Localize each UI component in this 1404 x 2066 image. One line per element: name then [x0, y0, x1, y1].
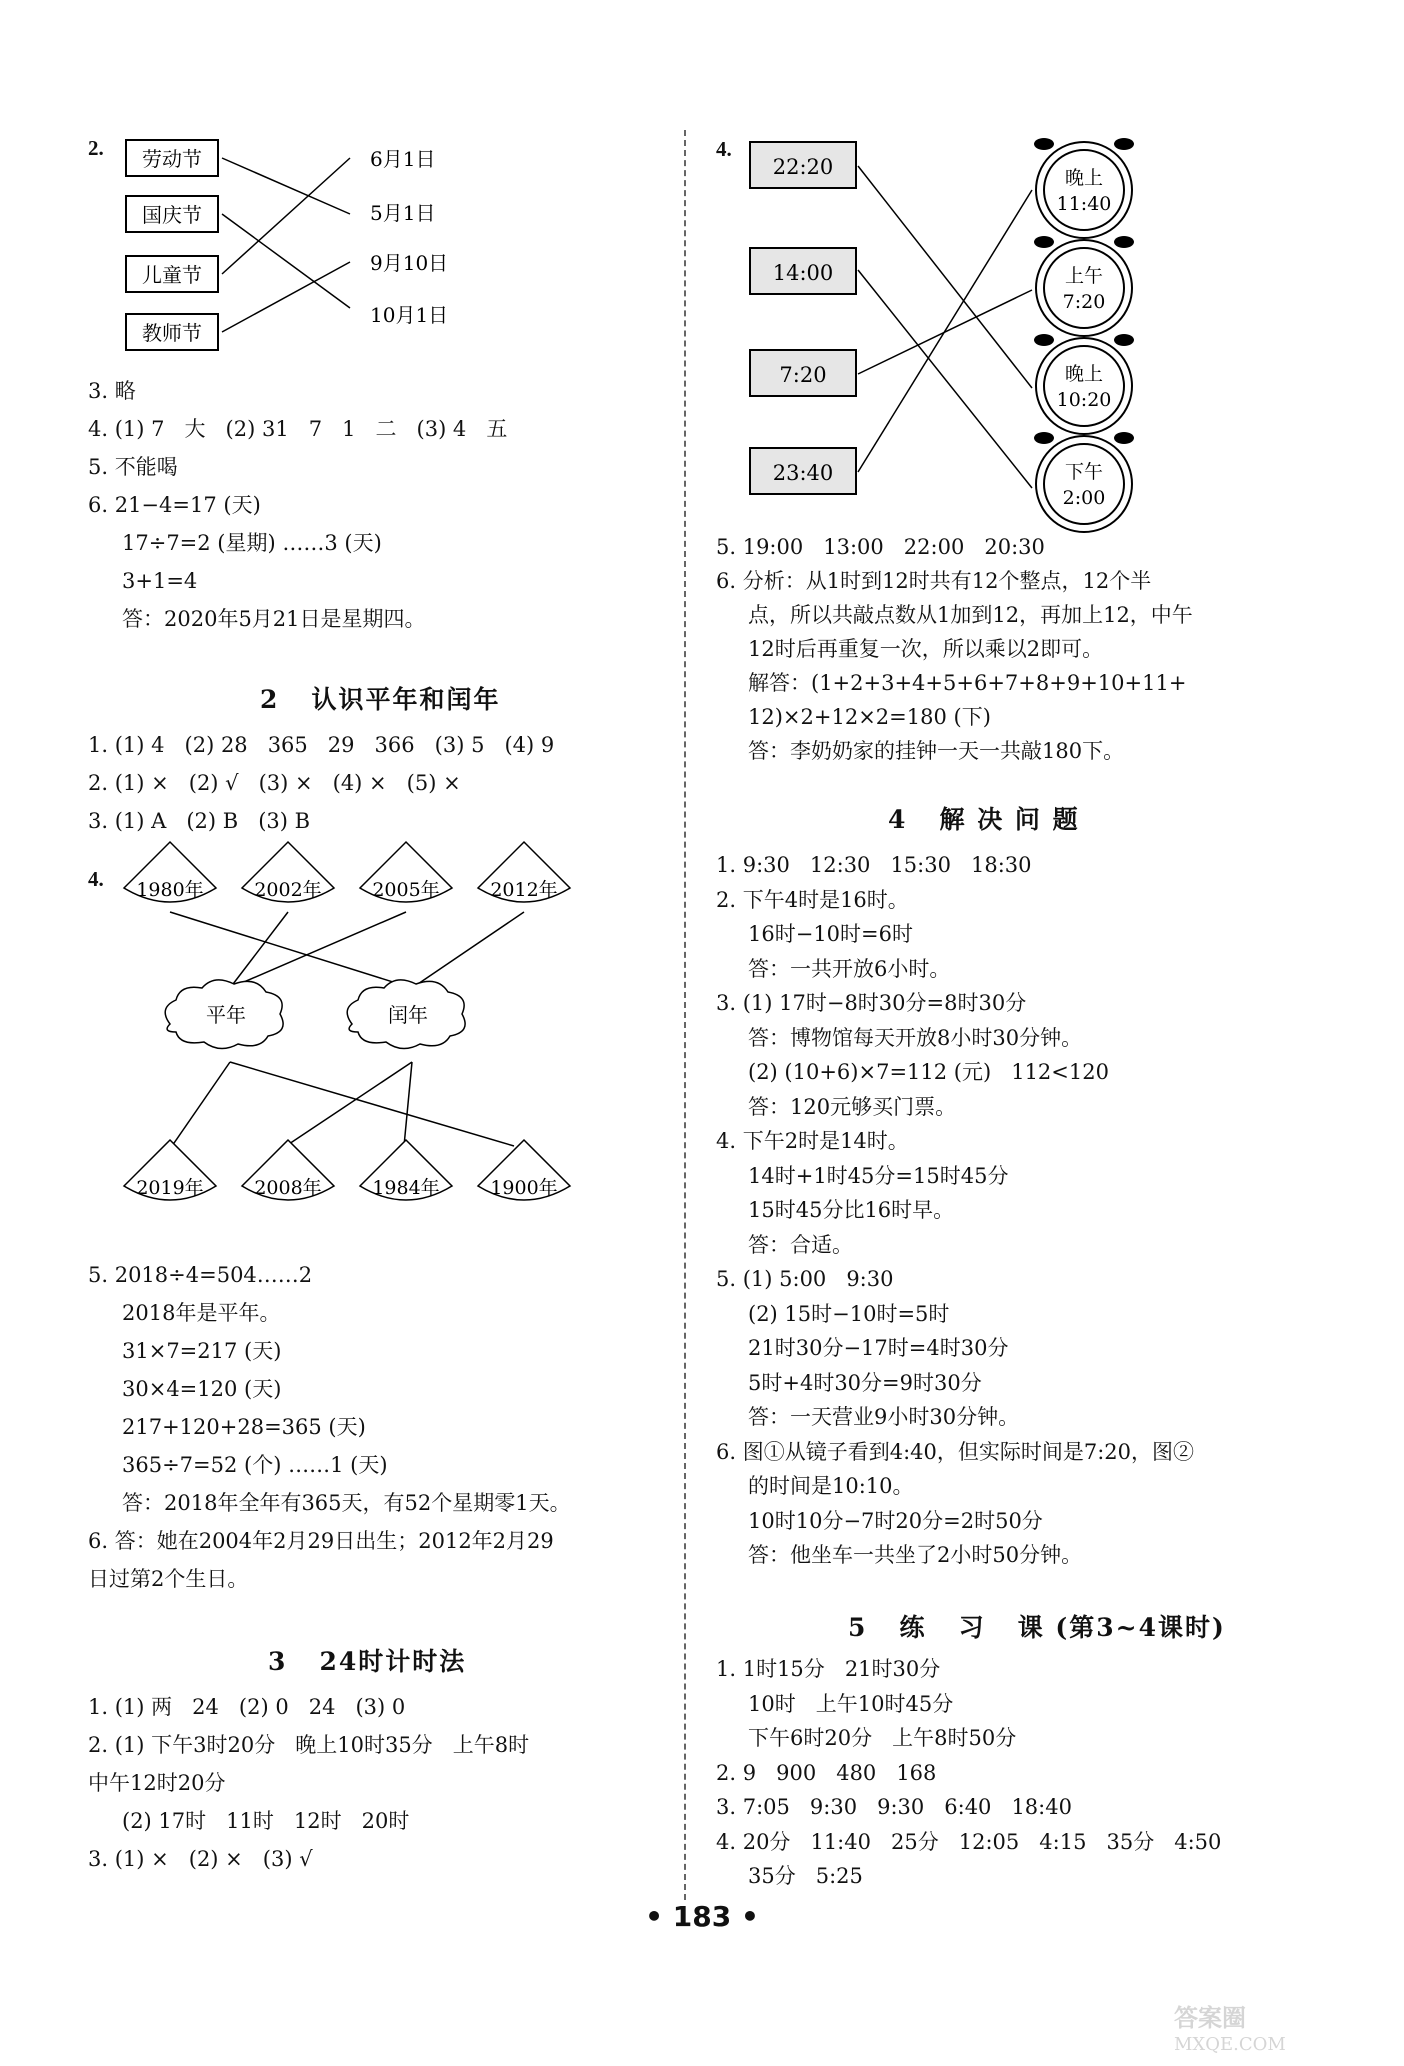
page-number: • 183 • [645, 1900, 759, 1933]
top-year-1: 1980年 [136, 879, 204, 901]
q4-text: 4. (1) 7 大 (2) 31 7 1 二 (3) 4 五 [88, 417, 508, 441]
s4-line-17: 答：一天营业9小时30分钟。 [748, 1405, 1020, 1429]
s3-line-3: 中午12时20分 [88, 1771, 226, 1795]
q2-label: 2. [88, 136, 104, 160]
s2-q5-line-6: 365÷7=52 (个) ……1 (天) [122, 1453, 388, 1477]
clock-1-time: 11:40 [1056, 193, 1112, 215]
festival-3: 儿童节 [142, 263, 202, 287]
s2-line-3: 3. (1) A (2) B (3) B [88, 809, 311, 833]
s3-line-2: 2. (1) 下午3时20分 晚上10时35分 上午8时 [88, 1733, 530, 1757]
s4-line-21: 答：他坐车一共坐了2小时50分钟。 [748, 1543, 1083, 1567]
festival-matching-diagram [120, 128, 560, 358]
clock-2-period: 上午 [1064, 265, 1104, 287]
cloud-leap-year: 闰年 [388, 1003, 428, 1027]
q5-text: 5. 不能喝 [88, 455, 178, 479]
s5-line-4: 2. 9 900 480 168 [716, 1760, 937, 1785]
s2-line-1: 1. (1) 4 (2) 28 365 29 366 (3) 5 (4) 9 [88, 733, 555, 757]
s4-line-19: 的时间是10:10。 [748, 1474, 914, 1498]
clock-3-period: 晚上 [1064, 363, 1104, 385]
s4-line-5: 3. (1) 17时−8时30分=8时30分 [716, 991, 1027, 1015]
s5-line-2: 10时 上午10时45分 [748, 1691, 954, 1716]
s4-line-11: 15时45分比16时早。 [748, 1198, 955, 1222]
s3-line-1: 1. (1) 两 24 (2) 0 24 (3) 0 [88, 1695, 406, 1719]
s4-line-8: 答：120元够买门票。 [748, 1094, 957, 1119]
s4-line-1: 1. 9:30 12:30 15:30 18:30 [716, 853, 1032, 877]
s4-line-9: 4. 下午2时是14时。 [716, 1129, 909, 1153]
clock-4-time: 2:00 [1062, 487, 1106, 509]
time-box-1: 22:20 [772, 155, 834, 179]
s5-line-6: 4. 20分 11:40 25分 12:05 4:15 35分 4:50 [716, 1829, 1222, 1854]
s2-q5-line-4: 30×4=120 (天) [122, 1377, 282, 1401]
bottom-year-2: 2008年 [254, 1177, 322, 1199]
time-box-2: 14:00 [772, 261, 834, 285]
festival-2: 国庆节 [142, 203, 202, 227]
s4-line-18: 6. 图①从镜子看到4:40，但实际时间是7:20，图② [716, 1439, 1195, 1464]
s2-q5-line-5: 217+120+28=365 (天) [122, 1415, 366, 1439]
clock-1-period: 晚上 [1064, 167, 1104, 189]
s2-q4-label: 4. [88, 867, 104, 891]
section-4-title: 4 解 决 问 题 [888, 805, 1080, 834]
s4-line-2: 2. 下午4时是16时。 [716, 887, 909, 912]
festival-4: 教师节 [142, 321, 202, 345]
clock-matching-diagram [740, 130, 1160, 540]
watermark-logo [1164, 1996, 1384, 2056]
s4-line-12: 答：合适。 [748, 1232, 853, 1257]
svg-text:答案圈: 答案圈 [1174, 2003, 1246, 2032]
s4-line-16: 5时+4时30分=9时30分 [748, 1370, 982, 1395]
r-q6-line-1: 6. 分析：从1时到12时共有12个整点，12个半 [716, 569, 1152, 593]
s5-line-5: 3. 7:05 9:30 9:30 6:40 18:40 [716, 1795, 1072, 1819]
r-q5-text: 5. 19:00 13:00 22:00 20:30 [716, 535, 1045, 559]
date-1: 6月1日 [370, 147, 436, 171]
bottom-year-1: 2019年 [136, 1177, 204, 1199]
r-q6-line-3: 12时后再重复一次，所以乘以2即可。 [748, 637, 1104, 661]
s2-q5-line-2: 2018年是平年。 [122, 1301, 281, 1325]
bottom-year-4: 1900年 [490, 1177, 558, 1199]
s5-line-3: 下午6时20分 上午8时50分 [748, 1726, 1017, 1750]
r-q6-line-4: 解答：(1+2+3+4+5+6+7+8+9+10+11+ [748, 671, 1187, 695]
q6-line-1: 6. 21−4=17 (天) [88, 493, 261, 517]
r-q6-line-6: 答：李奶奶家的挂钟一天一共敲180下。 [748, 739, 1125, 763]
s4-line-13: 5. (1) 5:00 9:30 [716, 1267, 894, 1291]
q6-line-3: 3+1=4 [122, 569, 198, 593]
s4-line-14: (2) 15时−10时=5时 [748, 1301, 950, 1326]
top-year-4: 2012年 [490, 879, 558, 901]
section-3-title: 3 24时计时法 [268, 1647, 467, 1676]
time-box-3: 7:20 [779, 363, 827, 387]
clock-2-time: 7:20 [1062, 291, 1106, 313]
svg-text:MXQE.COM: MXQE.COM [1174, 2034, 1286, 2055]
s3-line-5: 3. (1) × (2) × (3) √ [88, 1847, 313, 1871]
cloud-common-year: 平年 [206, 1003, 246, 1027]
date-2: 5月1日 [370, 201, 436, 225]
s4-line-10: 14时+1时45分=15时45分 [748, 1163, 1009, 1188]
r-q4-label: 4. [716, 137, 732, 161]
bottom-year-3: 1984年 [372, 1177, 440, 1199]
time-box-4: 23:40 [772, 461, 834, 485]
q6-line-4: 答：2020年5月21日是星期四。 [122, 607, 426, 631]
s2-q6-line-1: 6. 答：她在2004年2月29日出生；2012年2月29 [88, 1529, 554, 1553]
leap-year-diagram [110, 838, 590, 1228]
s2-line-2: 2. (1) × (2) √ (3) × (4) × (5) × [88, 771, 461, 795]
date-3: 9月10日 [370, 251, 449, 275]
s4-line-3: 16时−10时=6时 [748, 922, 913, 946]
clock-4-period: 下午 [1064, 461, 1104, 483]
s2-q5-line-1: 5. 2018÷4=504……2 [88, 1263, 313, 1287]
r-q6-line-2: 点，所以共敲点数从1加到12，再加上12，中午 [748, 603, 1193, 627]
column-divider [684, 130, 686, 1900]
s4-line-6: 答：博物馆每天开放8小时30分钟。 [748, 1025, 1083, 1050]
top-year-3: 2005年 [372, 879, 440, 901]
festival-1: 劳动节 [142, 147, 202, 171]
s2-q6-line-2: 日过第2个生日。 [88, 1567, 249, 1591]
section-2-title: 2 认识平年和闰年 [260, 685, 501, 714]
s4-line-20: 10时10分−7时20分=2时50分 [748, 1508, 1043, 1533]
s4-line-15: 21时30分−17时=4时30分 [748, 1336, 1009, 1360]
q3-text: 3. 略 [88, 379, 136, 403]
s5-line-1: 1. 1时15分 21时30分 [716, 1657, 941, 1681]
date-4: 10月1日 [370, 303, 449, 327]
s5-line-7: 35分 5:25 [748, 1864, 863, 1888]
s3-line-4: (2) 17时 11时 12时 20时 [122, 1809, 410, 1833]
top-year-2: 2002年 [254, 879, 322, 901]
clock-3-time: 10:20 [1056, 389, 1112, 411]
q6-line-2: 17÷7=2 (星期) ……3 (天) [122, 531, 382, 555]
section-5-title: 5 练 习 课 (第3~4课时) [848, 1613, 1226, 1642]
s4-line-7: (2) (10+6)×7=112 (元) 112<120 [748, 1060, 1109, 1084]
r-q6-line-5: 12)×2+12×2=180 (下) [748, 705, 991, 729]
s2-q5-line-3: 31×7=217 (天) [122, 1339, 282, 1363]
s4-line-4: 答：一共开放6小时。 [748, 956, 951, 981]
s2-q5-line-7: 答：2018年全年有365天，有52个星期零1天。 [122, 1491, 571, 1515]
